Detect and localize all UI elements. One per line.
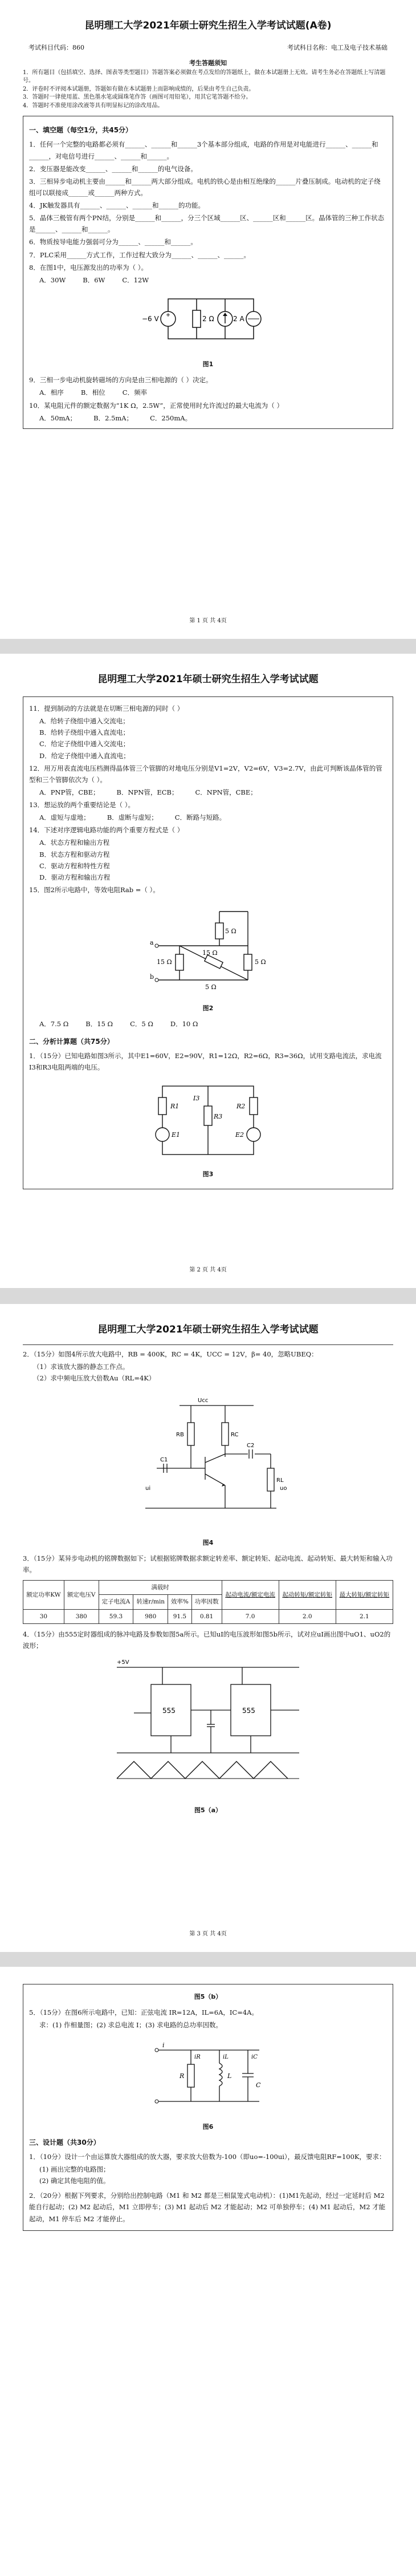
question: 11．提到制动的方法就是在切断三相电源的同时（ ） — [29, 704, 184, 712]
fig6-i-label: i — [162, 2041, 165, 2049]
table-header: 满载时 — [99, 1581, 222, 1595]
fig6-il-label: iL — [223, 2053, 229, 2060]
option: B．NPN管，ECB； — [116, 788, 178, 796]
table-cell: 380 — [64, 1609, 99, 1623]
question: 15．图2所示电路中，等效电阻Rab =（ ）。 — [29, 885, 160, 894]
fig3-r1-label: R1 — [170, 1102, 180, 1110]
question: 10．某电阻元件的额定数据为“1K Ω，2.5W”，正常使用时允许流过的最大电流为（ ） — [29, 401, 283, 410]
exam-meta — [23, 43, 393, 52]
notice-item: 1．所有题目（包括填空、选择、图表等类型题目）答题答案必须做在考点发给的答题纸上，做在本试题册上无效。请考生务必在答题纸上写清题号。 — [23, 69, 386, 84]
figure-caption: 图2 — [202, 1005, 214, 1012]
table-cell: 2.1 — [336, 1609, 393, 1623]
sub-question: （2）求中频电压放大倍数Au（RL=4K） — [33, 1374, 156, 1383]
sub-question: （1）求该放大器的静态工作点。 — [33, 1363, 129, 1371]
sub-question: (2) 确定其他电阻的值。 — [39, 2177, 110, 2185]
fig6-ic-label: iC — [251, 2053, 258, 2060]
notice-item: 3．答题时一律使用蓝、黑色墨水笔或圆珠笔作答（画图可用铅笔），用其它笔答题不给分。 — [23, 94, 252, 101]
subject-code: 考试科目代码：860 — [28, 44, 84, 51]
option: D．驱动方程和输出方程 — [39, 873, 111, 881]
fig2-r5-label: 5 Ω — [205, 983, 217, 991]
amplifier-circuit-diagram — [123, 1388, 293, 1531]
table-cell: 2.0 — [279, 1609, 336, 1623]
figure-caption: 图5（a） — [194, 1806, 222, 1814]
fig5-u1-label: 555 — [162, 1707, 176, 1715]
fig3-e2-label: E2 — [235, 1131, 244, 1139]
exam-page-1 — [0, 0, 416, 639]
exam-page-2 — [0, 654, 416, 1288]
fig1-r-label: 2 Ω — [202, 314, 214, 323]
option: A．虚短与虚地； — [39, 813, 90, 822]
question: 1．（10分）设计一个由运算放大器组成的放大器，要求放大倍数为-100（即uo=-100ui），最反馈电阻RF=100K，要求： — [29, 2152, 386, 2161]
figure-1 — [29, 290, 387, 370]
question-box — [23, 696, 393, 1189]
option: A．给转子绕组中通入交流电； — [39, 717, 129, 726]
fig4-uo-label: uo — [280, 1485, 287, 1492]
question: 3．三相异步电动机主要由______和______两大部分组成。电机的铁心是由相互绝缘的______片叠压制成。电动机的定子绕组可以联接成______或______两种方式。 — [29, 177, 381, 197]
page-number: 第 1 页 共 4页 — [189, 618, 227, 624]
question: 2．变压器是能改变______、______和______的电气设备。 — [29, 164, 197, 173]
question: 9．三相一步电动机旋转磁场的方向是由三相电源的（ ）决定。 — [29, 376, 213, 384]
table-header: 起动电流/额定电流 — [222, 1581, 279, 1610]
options — [29, 274, 387, 286]
exam-title: 昆明理工大学2021年硕士研究生招生入学考试试题(A卷) — [84, 20, 332, 31]
table-cell: 59.3 — [99, 1609, 133, 1623]
page-number: 第 3 页 共 4页 — [189, 1931, 227, 1937]
question-box — [23, 116, 393, 428]
option: A．50mA； — [39, 414, 77, 422]
fig5-vcc-label: +5V — [117, 1659, 129, 1666]
figure-6 — [29, 2036, 387, 2132]
fig3-i3-label: I3 — [193, 1094, 200, 1102]
fig4-rl-label: RL — [276, 1477, 284, 1484]
options — [29, 387, 387, 398]
fig4-rb-label: RB — [176, 1432, 184, 1439]
options — [29, 412, 387, 424]
resistor-network-diagram — [134, 900, 282, 997]
figure-5a — [23, 1656, 393, 1815]
option: A．PNP管，CBE； — [39, 788, 100, 796]
fig4-rc-label: RC — [231, 1432, 239, 1439]
option: A．30W — [39, 276, 66, 284]
question: 1．任何一个完整的电路都必须有______、______和______3个基本部分组成，电路的作用是对电能进行______、______和______，对电信号进行______、______和______。 — [29, 140, 378, 160]
table-cell: 7.0 — [222, 1609, 279, 1623]
section-heading: 三、设计题（共30分） — [29, 2138, 100, 2146]
question: 6．物质按导电能力强弱可分为______、______和______。 — [29, 238, 197, 246]
sub-question: (1) 画出完整的电路图； — [39, 2165, 110, 2173]
fig4-ucc-label: Ucc — [198, 1398, 209, 1404]
options — [29, 812, 387, 823]
question: 5．晶体三极管有两个PN结，分别是______和______，分三个区域______区、______区和______区。晶体管的三种工作状态是______、______和______。 — [29, 214, 385, 234]
table-header: 最大转矩/额定转矩 — [336, 1581, 393, 1610]
options — [29, 787, 387, 798]
fig3-r3-label: R3 — [214, 1112, 223, 1120]
option: B．15 Ω — [85, 1020, 113, 1028]
fig2-r4-label: 5 Ω — [255, 958, 266, 966]
exam-page-4 — [0, 1967, 416, 2576]
fig6-c-label: C — [256, 2081, 261, 2089]
page-number: 第 2 页 共 4页 — [189, 1267, 227, 1273]
option: A．状态方程和输出方程 — [39, 839, 110, 847]
fig5-u2-label: 555 — [242, 1707, 255, 1715]
option: B．给转子绕组中通入直流电； — [39, 728, 129, 737]
option: B．2.5mA； — [93, 414, 133, 422]
answer-notice — [23, 59, 393, 110]
question: 12．用万用表直流电压档测得晶体管三个管脚的对地电压分别是V1=2V，V2=6V，V3=2.7V，由此可判断该晶体管的管型和三个管脚依次为（ ）。 — [29, 764, 382, 784]
table-cell: 91.5 — [168, 1609, 191, 1623]
fig4-c1-label: C1 — [160, 1457, 168, 1464]
table-header-row — [23, 1581, 393, 1595]
subject-name: 考试科目名称：电工及电子技术基础 — [287, 44, 388, 51]
fig4-c2-label: C2 — [247, 1443, 255, 1449]
option: C．驱动方程和特性方程 — [39, 861, 110, 870]
fig2-r3-label: 15 Ω — [202, 949, 218, 957]
motor-nameplate-table — [23, 1580, 393, 1624]
fig6-ir-label: iR — [194, 2053, 201, 2060]
sub-question: 求：(1) 作相量图；(2) 求总电流 I；(3) 求电路的总功率因数。 — [39, 2021, 223, 2030]
section-heading: 二、分析计算题（共75分） — [29, 1037, 114, 1046]
notice-title: 考生答题须知 — [189, 59, 227, 67]
fig6-l-label: L — [227, 2072, 232, 2080]
notice-item: 4．答题时不准使用涂改液等具有明显标记的涂改用品。 — [23, 102, 164, 109]
figure-caption: 图3 — [202, 1170, 214, 1178]
fig2-r1-label: 5 Ω — [225, 927, 236, 935]
table-row — [23, 1609, 393, 1623]
notice-item: 2．评卷时不评阅本试题册，答题如有做在本试题册上而影响成绩的，后果由考生自己负责。 — [23, 86, 255, 92]
figure-4 — [23, 1388, 393, 1548]
question: 4．JK触发器具有______、______、______和______的功能。 — [29, 201, 205, 210]
figure-caption: 图1 — [202, 361, 214, 368]
option: B．虚断与虚短； — [107, 813, 158, 822]
fig6-r-label: R — [180, 2072, 185, 2080]
options — [29, 1018, 387, 1030]
fig3-r2-label: R2 — [236, 1102, 246, 1110]
exam-title: 昆明理工大学2021年硕士研究生招生入学考试试题 — [97, 674, 319, 685]
fig2-a-label: a — [150, 939, 154, 946]
question-box — [23, 1984, 393, 2231]
timer-circuit-diagram — [100, 1656, 316, 1799]
option: A．相序 — [39, 388, 64, 397]
question: 4．（15分）由555定时器组成的脉冲电路及参数如图5a所示。已知uI的电压波形如图5b所示，试对应uI画出图中uO1、uO2的波形； — [23, 1630, 391, 1650]
table-header: 起动转矩/额定转矩 — [279, 1581, 336, 1610]
fig1-vs-label: −6 V — [142, 314, 159, 323]
option: C．给定子绕组中通入交流电； — [39, 740, 130, 748]
fig2-r2-label: 15 Ω — [157, 958, 172, 966]
circuit-diagram — [145, 1078, 271, 1163]
question: 2．（15分）如图4所示放大电路中，RB = 400K，RC = 4K，UCC = 12V，β= 40，忽略UBEQ： — [23, 1350, 318, 1358]
table-header: 额定功率KW — [23, 1581, 64, 1610]
question: 14．下述对序逻辑电路功能的两个重要方程式是（ ） — [29, 826, 184, 835]
option: B．相位 — [80, 388, 105, 397]
question-area — [23, 1348, 393, 1816]
option: C．NPN管，CBE； — [195, 788, 257, 796]
question: 5．（15分）在图6所示电路中，已知：正弦电流 IR=12A，IL=6A，IC=4A。 — [29, 2008, 258, 2017]
fig1-is-label: 2 A — [233, 314, 244, 323]
divider — [23, 1344, 393, 1345]
question: 7．PLC采用______方式工作，工作过程大致分为______、______、______。 — [29, 250, 250, 259]
table-header: 效率% — [168, 1595, 191, 1609]
circuit-diagram — [134, 290, 282, 353]
figure-caption: 图6 — [202, 2123, 214, 2131]
option: C．断路与短路。 — [174, 813, 226, 822]
option: B．状态方程和驱动方程 — [39, 850, 110, 858]
table-cell: 980 — [133, 1609, 168, 1623]
fig3-e1-label: E1 — [172, 1131, 181, 1139]
table-header: 功率因数 — [191, 1595, 222, 1609]
table-header: 额定电压V — [64, 1581, 99, 1610]
question: 1．（15分）已知电路如图3所示，其中E1=60V，E2=90V，R1=12Ω，R2=6Ω，R3=36Ω，试用支路电流法，求电流I3和R3电阻两端的电压。 — [29, 1051, 382, 1071]
table-header: 转速r/min — [133, 1595, 168, 1609]
question: 3．（15分）某异步电动机的铭牌数据如下；试根据铭牌数据求额定转差率、额定转矩、起动电流、起动转矩、最大转矩和输入功率。 — [23, 1554, 393, 1574]
fig4-ui-label: ui — [145, 1485, 151, 1492]
figure-3 — [29, 1078, 387, 1180]
option: C．12W — [122, 276, 149, 284]
option: A．7.5 Ω — [39, 1020, 69, 1028]
option: C．250mA。 — [150, 414, 192, 422]
question: 2．（20分）根据下列要求，分别给出控制电路（M1 和 M2 都是三相鼠笼式电动机）：(1)M1先起动，经过一定延时后 M2 能自行起动；(2) M2 起动后，M1 立即停车；(3) M1 起动后 M2 才能起动；M2 可单独停车；(4) M1 起动后，M2 才能起动，M1 停车后 M2 才能停止。 — [29, 2192, 386, 2223]
option: C．5 Ω — [130, 1020, 153, 1028]
parallel-rlc-diagram — [140, 2036, 276, 2116]
exam-title: 昆明理工大学2021年硕士研究生招生入学考试试题 — [97, 1324, 319, 1335]
table-header: 定子电流A — [99, 1595, 133, 1609]
option: C．频率 — [122, 388, 148, 397]
triangle-waveform — [117, 1761, 288, 1779]
table-cell: 30 — [23, 1609, 64, 1623]
option: D．10 Ω — [170, 1020, 198, 1028]
option: B．6W — [83, 276, 105, 284]
figure-caption: 图5（b） — [194, 1993, 222, 2000]
figure-caption: 图4 — [202, 1538, 214, 1546]
exam-page-3 — [0, 1304, 416, 1952]
question: 13．想运放的两个重要结论是（ ）。 — [29, 801, 135, 809]
fig2-b-label: b — [150, 973, 154, 981]
option: D．给定子绕组中通入直流电； — [39, 751, 130, 760]
figure-2 — [29, 900, 387, 1014]
question: 8．在图1中，电压源发出的功率为（ ）。 — [29, 263, 148, 272]
table-cell: 0.81 — [191, 1609, 222, 1623]
section-heading: 一、填空题（每空1分，共45分） — [29, 126, 133, 135]
